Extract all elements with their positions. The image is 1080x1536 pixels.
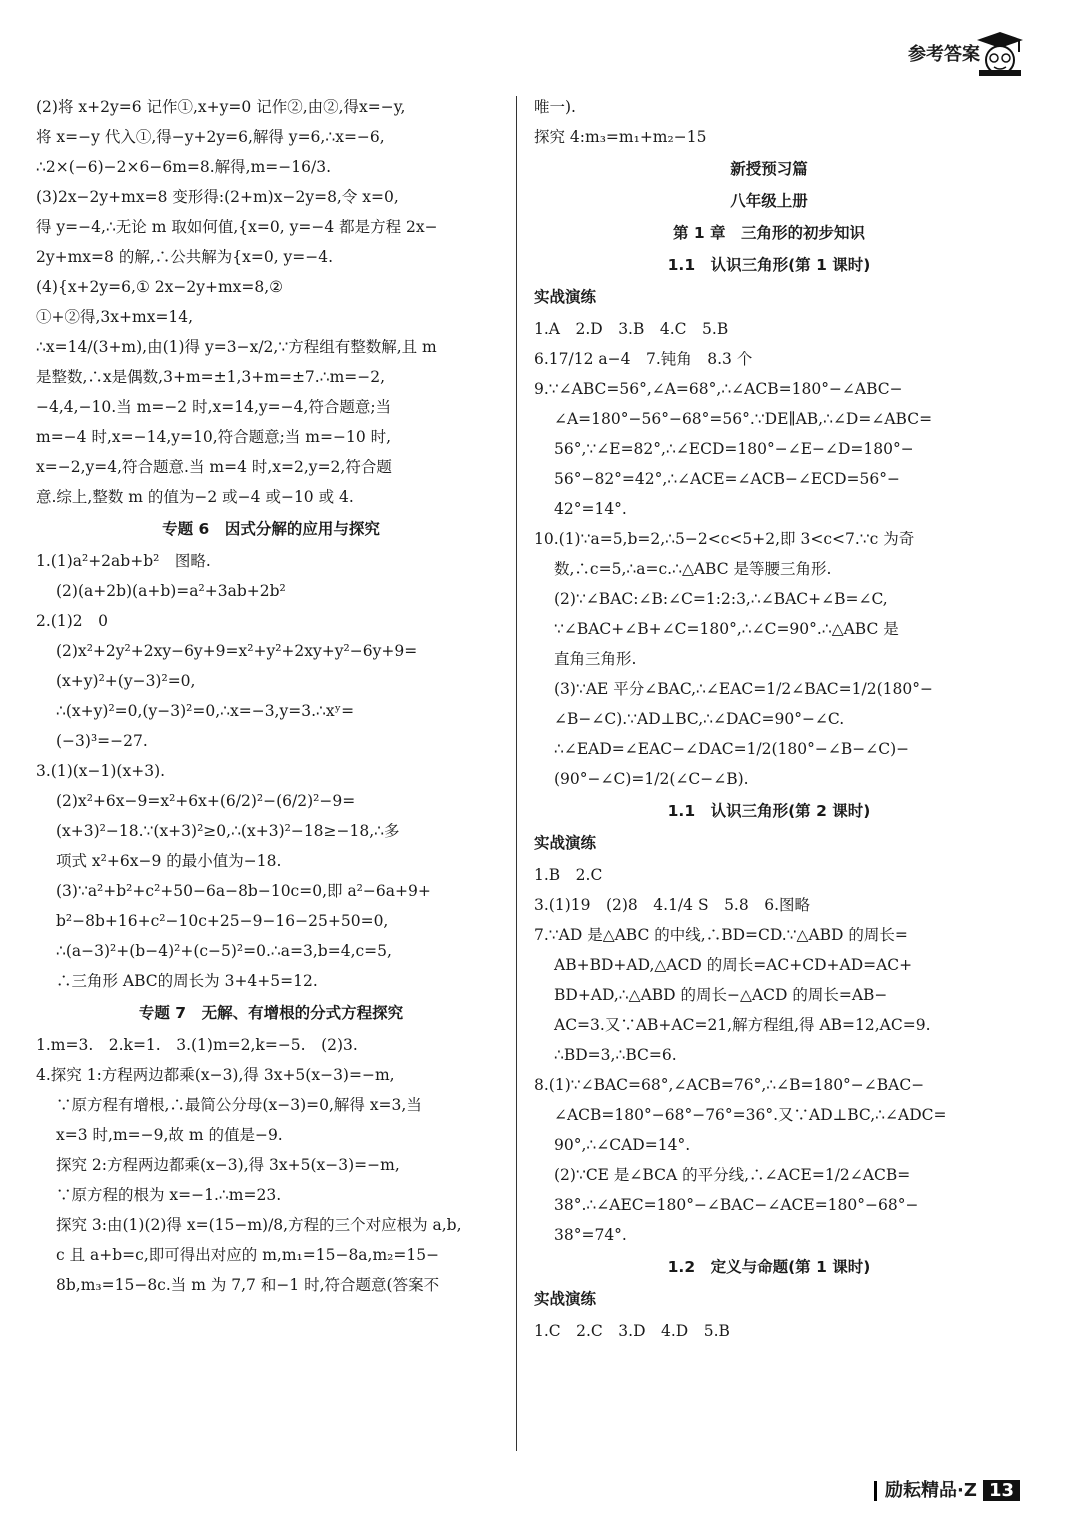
answer-line: c 且 a+b=c,即可得出对应的 m,m₁=15−8a,m₂=15−: [56, 1246, 440, 1264]
answer-line: ∵∠BAC+∠B+∠C=180°,∴∠C=90°.∴△ABC 是: [554, 620, 899, 638]
answer-line: 将 x=−y 代入①,得−y+2y=6,解得 y=6,∴x=−6,: [36, 128, 385, 146]
footer-brand: 励耘精品·Z: [885, 1480, 977, 1501]
answer-line: 2.(1)2 0: [36, 612, 108, 630]
subsection-heading: 实战演练: [534, 1290, 597, 1308]
page-number: 13: [983, 1480, 1020, 1501]
answer-line: 90°,∴∠CAD=14°.: [554, 1136, 691, 1154]
answer-line: (2)∵CE 是∠BCA 的平分线,∴∠ACE=1/2∠ACB=: [554, 1166, 911, 1184]
answer-line: (2)x²+2y²+2xy−6y+9=x²+y²+2xy+y²−6y+9=: [56, 642, 418, 660]
answer-line: ∠B−∠C).∵AD⊥BC,∴∠DAC=90°−∠C.: [554, 710, 845, 728]
answer-line: 意.综上,整数 m 的值为−2 或−4 或−10 或 4.: [36, 488, 354, 506]
answer-line: m=−4 时,x=−14,y=10,符合题意;当 m=−10 时,: [36, 428, 392, 446]
answer-line: ∠A=180°−56°−68°=56°.∵DE∥AB,∴∠D=∠ABC=: [554, 410, 933, 428]
left-column: [36, 92, 506, 1300]
page-footer: [874, 1476, 1020, 1502]
answer-line: 38°.∴∠AEC=180°−∠BAC−∠ACE=180°−68°−: [554, 1196, 919, 1214]
answer-line: 1.B 2.C: [534, 866, 603, 884]
mascot-icon: [975, 30, 1025, 78]
answer-line: (x+y)²+(y−3)²=0,: [56, 672, 196, 690]
answer-line: ∴(a−3)²+(b−4)²+(c−5)²=0.∴a=3,b=4,c=5,: [56, 942, 392, 960]
section-heading: 1.1 认识三角形(第 2 课时): [667, 802, 871, 820]
answer-line: 38°=74°.: [554, 1226, 627, 1244]
answer-line: ∵原方程的根为 x=−1.∴m=23.: [56, 1186, 282, 1204]
answer-line: AB+BD+AD,△ACD 的周长=AC+CD+AD=AC+: [554, 956, 913, 974]
answer-line: ∴x=14/(3+m),由(1)得 y=3−x/2,∵方程组有整数解,且 m: [36, 338, 437, 356]
answer-line: 56°,∵∠E=82°,∴∠ECD=180°−∠E−∠D=180°−: [554, 440, 914, 458]
answer-line: (2)将 x+2y=6 记作①,x+y=0 记作②,由②,得x=−y,: [36, 98, 406, 116]
answer-line: 56°−82°=42°,∴∠ACE=∠ACB−∠ECD=56°−: [554, 470, 900, 488]
answer-line: (x+3)²−18.∵(x+3)²≥0,∴(x+3)²−18≥−18,∴多: [56, 822, 400, 840]
answer-line: x=−2,y=4,符合题意.当 m=4 时,x=2,y=2,符合题: [36, 458, 392, 476]
answer-line: ∴2×(−6)−2×6−6m=8.解得,m=−16/3.: [36, 158, 332, 176]
header-title: 参考答案: [908, 44, 980, 65]
answer-line: 项式 x²+6x−9 的最小值为−18.: [56, 852, 282, 870]
answer-line: 3.(1)(x−1)(x+3).: [36, 762, 166, 780]
answer-line: 3.(1)19 (2)8 4.1/4 S 5.8 6.图略: [534, 896, 811, 914]
section-heading: 1.2 定义与命题(第 1 课时): [667, 1258, 871, 1276]
section-heading: 专题 6 因式分解的应用与探究: [162, 520, 380, 538]
answer-line: 10.(1)∵a=5,b=2,∴5−2<c<5+2,即 3<c<7.∵c 为奇: [534, 530, 915, 548]
answer-line: (2)x²+6x−9=x²+6x+(6/2)²−(6/2)²−9=: [56, 792, 356, 810]
answer-line: 1.(1)a²+2ab+b² 图略.: [36, 552, 211, 570]
answer-line: 1.m=3. 2.k=1. 3.(1)m=2,k=−5. (2)3.: [36, 1036, 358, 1054]
section-heading: 1.1 认识三角形(第 1 课时): [667, 256, 871, 274]
answer-line: 9.∵∠ABC=56°,∠A=68°,∴∠ACB=180°−∠ABC−: [534, 380, 903, 398]
answer-line: (90°−∠C)=1/2(∠C−∠B).: [554, 770, 749, 788]
answer-line: BD+AD,∴△ABD 的周长−△ACD 的周长=AB−: [554, 986, 888, 1004]
answer-line: 4.探究 1:方程两边都乘(x−3),得 3x+5(x−3)=−m,: [36, 1066, 395, 1084]
answer-line: ①+②得,3x+mx=14,: [36, 308, 194, 326]
section-heading: 第 1 章 三角形的初步知识: [672, 224, 866, 242]
answer-line: (3)∵AE 平分∠BAC,∴∠EAC=1/2∠BAC=1/2(180°−: [554, 680, 933, 698]
section-heading: 八年级上册: [730, 192, 808, 210]
answer-line: 2y+mx=8 的解,∴公共解为{x=0, y=−4.: [36, 248, 334, 266]
answer-line: b²−8b+16+c²−10c+25−9−16−25+50=0,: [56, 912, 389, 930]
answer-line: 是整数,∴x是偶数,3+m=±1,3+m=±7.∴m=−2,: [36, 368, 386, 386]
answer-line: 探究 4:m₃=m₁+m₂−15: [534, 128, 707, 146]
answer-line: AC=3.又∵AB+AC=21,解方程组,得 AB=12,AC=9.: [554, 1016, 931, 1034]
answer-line: (4){x+2y=6,① 2x−2y+mx=8,②: [36, 278, 284, 296]
answer-line: 7.∵AD 是△ABC 的中线,∴BD=CD.∵△ABD 的周长=: [534, 926, 908, 944]
section-heading: 新授预习篇: [730, 160, 808, 178]
answer-line: ∠ACB=180°−68°−76°=36°.又∵AD⊥BC,∴∠ADC=: [554, 1106, 947, 1124]
answer-line: 1.A 2.D 3.B 4.C 5.B: [534, 320, 729, 338]
footer-bar: [874, 1481, 877, 1501]
answer-line: 探究 3:由(1)(2)得 x=(15−m)/8,方程的三个对应根为 a,b,: [56, 1216, 462, 1234]
answer-line: ∴∠EAD=∠EAC−∠DAC=1/2(180°−∠B−∠C)−: [554, 740, 910, 758]
subsection-heading: 实战演练: [534, 834, 597, 852]
answer-line: ∴三角形 ABC的周长为 3+4+5=12.: [56, 972, 318, 990]
column-divider: [516, 96, 517, 1451]
answer-line: 8.(1)∵∠BAC=68°,∠ACB=76°,∴∠B=180°−∠BAC−: [534, 1076, 925, 1094]
section-heading: 专题 7 无解、有增根的分式方程探究: [138, 1004, 404, 1022]
answer-line: (3)2x−2y+mx=8 变形得:(2+m)x−2y=8,令 x=0,: [36, 188, 399, 206]
answer-line: ∴BD=3,∴BC=6.: [554, 1046, 677, 1064]
answer-line: x=3 时,m=−9,故 m 的值是−9.: [56, 1126, 283, 1144]
answer-line: 直角三角形.: [554, 650, 637, 668]
answer-line: 数,∴c=5,∴a=c.∴△ABC 是等腰三角形.: [554, 560, 832, 578]
subsection-heading: 实战演练: [534, 288, 597, 306]
answer-line: ∵原方程有增根,∴最简公分母(x−3)=0,解得 x=3,当: [56, 1096, 422, 1114]
answer-line: (3)∵a²+b²+c²+50−6a−8b−10c=0,即 a²−6a+9+: [56, 882, 431, 900]
answer-line: 6.17/12 a−4 7.钝角 8.3 个: [534, 350, 753, 368]
answer-line: 得 y=−4,∴无论 m 取如何值,{x=0, y=−4 都是方程 2x−: [36, 218, 438, 236]
answer-line: 探究 2:方程两边都乘(x−3),得 3x+5(x−3)=−m,: [56, 1156, 400, 1174]
answer-line: ∴(x+y)²=0,(y−3)²=0,∴x=−3,y=3.∴xʸ=: [56, 702, 355, 720]
answer-line: (−3)³=−27.: [56, 732, 148, 750]
answer-line: −4,4,−10.当 m=−2 时,x=14,y=−4,符合题意;当: [36, 398, 392, 416]
answer-line: (2)∵∠BAC:∠B:∠C=1:2:3,∴∠BAC+∠B=∠C,: [554, 590, 888, 608]
answer-line: (2)(a+2b)(a+b)=a²+3ab+2b²: [56, 582, 286, 600]
answer-line: 8b,m₃=15−8c.当 m 为 7,7 和−1 时,符合题意(答案不: [56, 1276, 440, 1294]
answer-line: 唯一).: [534, 98, 576, 116]
right-column: [534, 92, 1004, 1346]
answer-line: 42°=14°.: [554, 500, 627, 518]
answer-line: 1.C 2.C 3.D 4.D 5.B: [534, 1322, 730, 1340]
